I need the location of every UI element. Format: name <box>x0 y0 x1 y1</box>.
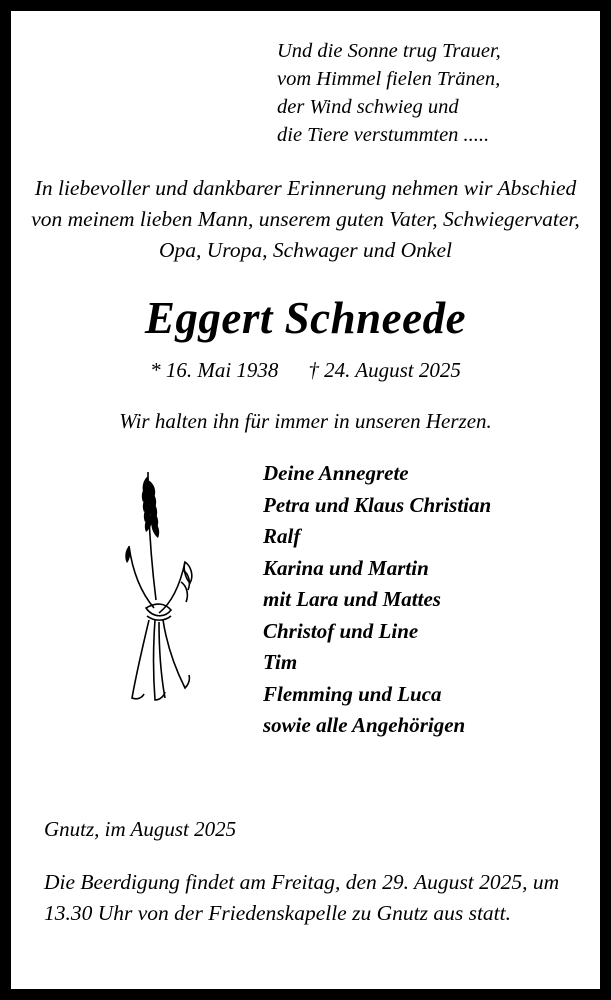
family-member-8: Flemming und Luca <box>263 681 442 706</box>
poem-line-1: Und die Sonne trug Trauer, <box>277 40 501 62</box>
obituary-card <box>11 11 600 989</box>
family-member-9: sowie alle Angehörigen <box>263 713 466 737</box>
poem-line-3: der Wind schwieg und <box>277 96 459 118</box>
memory-line: Wir halten ihn für immer in unseren Herzen. <box>119 409 492 433</box>
family-member-5: mit Lara und Mattes <box>263 587 441 611</box>
family-member-2: Petra und Klaus Christian <box>263 492 492 517</box>
life-dates <box>11 358 600 383</box>
wheat-sheaf-icon <box>99 450 229 720</box>
family-member-3: Ralf <box>263 524 301 548</box>
funeral-details: Die Beerdigung findet am Freitag, den 29. August 2025, um 13.30 Uhr von der Friedenskapelle zu Gnutz aus statt. <box>44 870 560 925</box>
poem-block <box>11 37 600 149</box>
family-member-4: Karina und Martin <box>263 555 429 580</box>
family-member-7: Tim <box>263 650 298 674</box>
family-member-1: Deine Annegrete <box>263 461 409 485</box>
deceased-name: Eggert Schneede <box>144 293 467 343</box>
poem-line-2: vom Himmel fielen Tränen, <box>277 68 501 90</box>
family-list <box>263 458 491 742</box>
family-member-6: Christof und Line <box>263 618 419 643</box>
death-date: † 24. August 2025 <box>308 358 461 382</box>
middle-section <box>11 450 600 750</box>
birth-date: * 16. Mai 1938 <box>150 358 279 382</box>
place-and-date: Gnutz, im August 2025 <box>44 817 237 841</box>
intro-text: In liebevoller und dankbarer Erinnerung nehmen wir Abschied von meinem lieben Mann, unserem guten Vater, Schwiegervater, Opa, Uropa, Schwager und Onkel <box>31 176 580 262</box>
poem-line-4: die Tiere verstummten ..... <box>277 124 490 146</box>
